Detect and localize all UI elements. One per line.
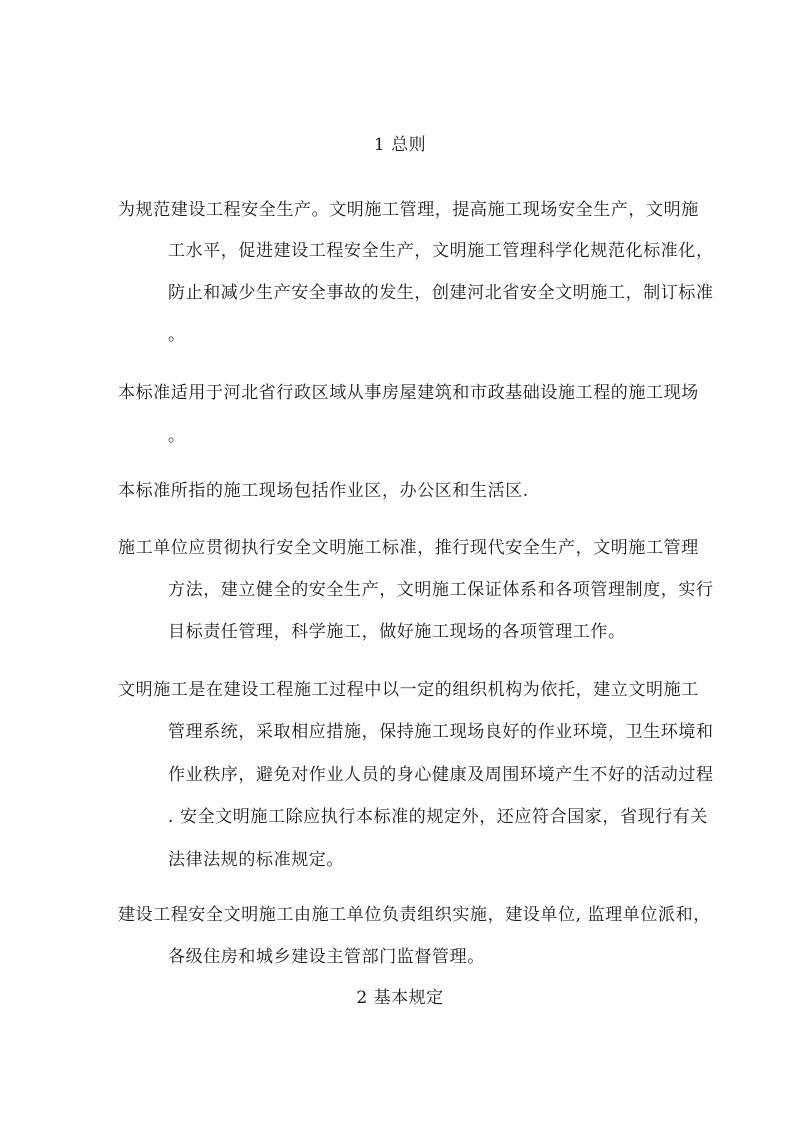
paragraph-line: 作业秩序，避免对作业人员的身心健康及周围环境产生不好的活动过程 (168, 765, 714, 785)
paragraph-line: 防止和减少生产安全事故的发生，创建河北省安全文明施工，制订标准 (168, 283, 714, 303)
paragraph-line: 。 (168, 325, 186, 345)
paragraph-line: 工水平，促进建设工程安全生产，文明施工管理科学化规范化标准化， (168, 241, 714, 261)
section-heading-1: 1 总则 (373, 135, 427, 155)
paragraph-line: 施工单位应贯彻执行安全文明施工标准，推行现代安全生产，文明施工管理 (118, 538, 699, 558)
paragraph-line: 本标准所指的施工现场包括作业区，办公区和生活区. (118, 481, 529, 501)
paragraph-line: 。 (168, 426, 186, 446)
paragraph-line: 为规范建设工程安全生产。文明施工管理，提高施工现场安全生产，文明施 (118, 200, 699, 220)
paragraph-line: . 安全文明施工除应执行本标准的规定外，还应符合国家，省现行有关 (168, 807, 709, 827)
paragraph-line: 各级住房和城乡建设主管部门监督管理。 (168, 947, 485, 967)
paragraph-line: 管理系统，采取相应措施，保持施工现场良好的作业环境，卫生环境和 (168, 722, 714, 742)
paragraph-line: 目标责任管理，科学施工，做好施工现场的各项管理工作。 (168, 622, 626, 642)
paragraph-line: 法律法规的标准规定。 (168, 850, 344, 870)
paragraph-line: 文明施工是在建设工程施工过程中以一定的组织机构为依托，建立文明施工 (118, 680, 699, 700)
paragraph-line: 方法，建立健全的安全生产，文明施工保证体系和各项管理制度，实行 (168, 580, 714, 600)
paragraph-line: 建设工程安全文明施工由施工单位负责组织实施，建设单位, 监理单位派和， (118, 905, 711, 925)
paragraph-line: 本标准适用于河北省行政区域从事房屋建筑和市政基础设施工程的施工现场 (118, 383, 699, 403)
section-heading-2: 2 基本规定 (356, 988, 444, 1008)
